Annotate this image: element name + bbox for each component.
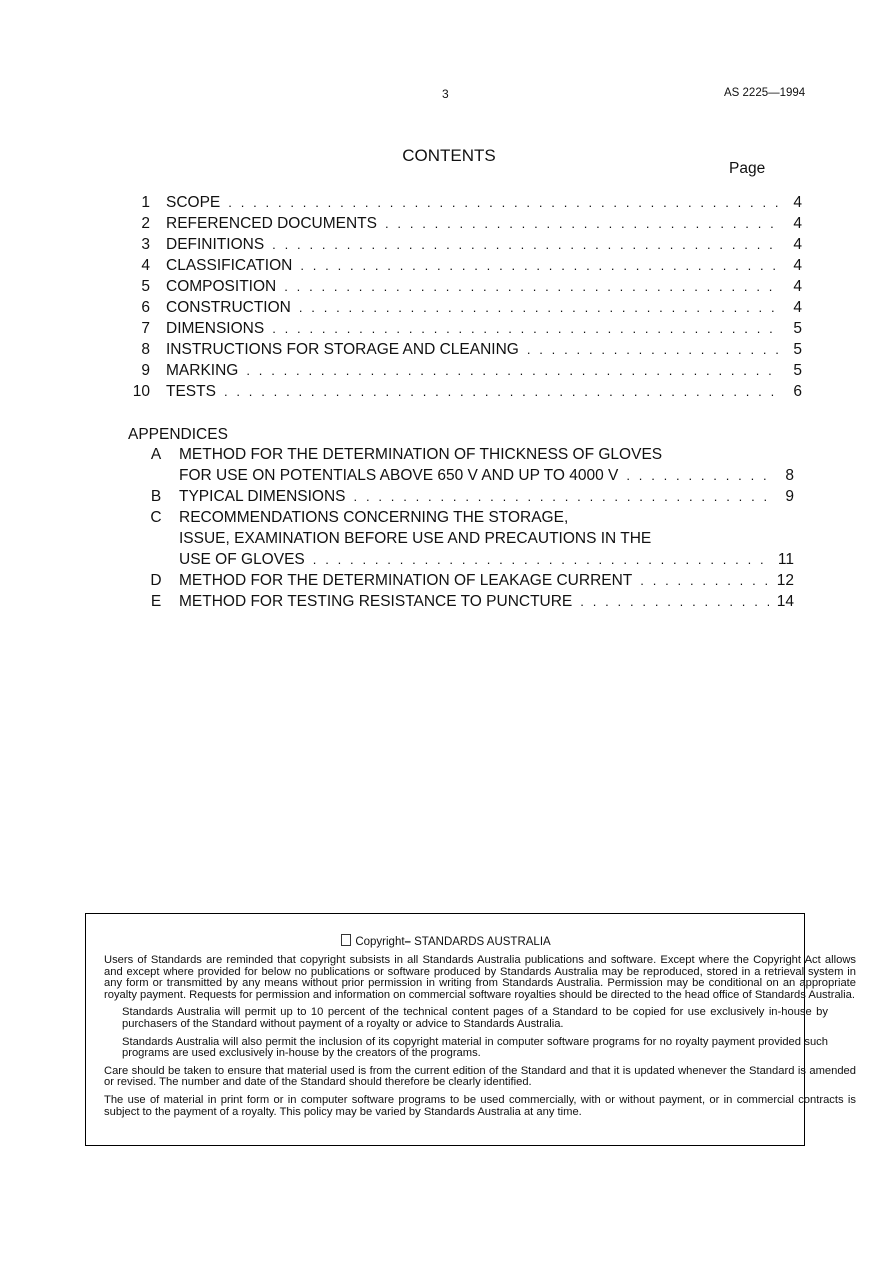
appendices-title: APPENDICES (128, 426, 228, 443)
copyright-word: Copyright (355, 936, 405, 948)
copyright-heading (86, 934, 806, 948)
appendix-line (146, 551, 794, 572)
appendix-title-line: FOR USE ON POTENTIALS ABOVE 650 V AND UP TO 4000 V (179, 467, 619, 484)
appendix-line (146, 509, 794, 530)
toc-entry-page: 5 (793, 362, 802, 379)
appendix-page: 11 (777, 551, 794, 568)
copyright-paragraph: The use of material in print form or in computer software programs to be used commercially, with or without payment, or in commercial contracts is subject to the payment of a royalty. This policy may be varied by Standards Australia at any time. (104, 1093, 856, 1118)
toc-entry-page: 4 (793, 236, 802, 253)
appendix-title-line: METHOD FOR TESTING RESISTANCE TO PUNCTURE (179, 593, 573, 610)
toc-leader-dots (299, 300, 778, 315)
appendix-letter: B (150, 488, 162, 505)
toc-entry (122, 257, 802, 278)
appendices-list (146, 446, 794, 614)
toc-entry-number: 8 (141, 341, 150, 358)
toc-entry-number: 9 (141, 362, 150, 379)
appendix-leader-dots (626, 468, 770, 483)
toc-leader-dots (527, 342, 778, 357)
contents-title: CONTENTS (402, 146, 496, 165)
toc-entry-number: 1 (141, 194, 150, 211)
appendix-title-line: TYPICAL DIMENSIONS (179, 488, 346, 505)
copyright-paragraph: Users of Standards are reminded that copyright subsists in all Standards Australia publications and software. Except where the Copyright Act allows and except where provided for below no publications or software produced by Standards Australia may be reproduced, stored in a retrieval system in any form or transmitted by any means without prior permission in writing from Standards Australia. Permission may be conditional on an appropriate royalty payment. Requests for permission and information on commercial software royalties should be directed to the head office of Standards Australia. (104, 954, 856, 1001)
document-id: AS 2225—1994 (724, 87, 806, 99)
page-column-label: Page (729, 160, 766, 177)
toc-entry-page: 4 (793, 257, 802, 274)
toc-entry-page: 4 (793, 215, 802, 232)
toc-entry-title: CLASSIFICATION (166, 257, 293, 274)
appendix-title-line: RECOMMENDATIONS CONCERNING THE STORAGE, (179, 509, 569, 526)
appendix-line (146, 530, 794, 551)
toc-entry-title: COMPOSITION (166, 278, 277, 295)
toc-entry (122, 236, 802, 257)
toc-entry-number: 7 (141, 320, 150, 337)
appendix-title-line: ISSUE, EXAMINATION BEFORE USE AND PRECAUTIONS IN THE (179, 530, 652, 547)
toc-entry-number: 10 (132, 383, 150, 400)
appendix-letter: C (150, 509, 162, 526)
appendix-entry (146, 446, 794, 488)
toc-leader-dots (300, 258, 778, 273)
appendix-line (146, 572, 794, 593)
toc-entry (122, 278, 802, 299)
appendix-page: 8 (785, 467, 794, 484)
toc-entry (122, 215, 802, 236)
toc-leader-dots (228, 195, 778, 210)
toc-entry-title: SCOPE (166, 194, 221, 211)
toc-entry-page: 5 (793, 320, 802, 337)
toc-entry-title: TESTS (166, 383, 216, 400)
toc-entry (122, 320, 802, 341)
toc-entry-title: REFERENCED DOCUMENTS (166, 215, 377, 232)
toc-entry (122, 383, 802, 404)
copyright-dash: – (404, 936, 411, 948)
toc-entry-page: 5 (793, 341, 802, 358)
table-of-contents (122, 194, 802, 404)
appendix-page: 14 (776, 593, 794, 610)
toc-leader-dots (272, 321, 778, 336)
page-number: 3 (442, 87, 449, 101)
toc-entry-title: INSTRUCTIONS FOR STORAGE AND CLEANING (166, 341, 519, 358)
toc-entry (122, 341, 802, 362)
toc-entry (122, 299, 802, 320)
appendix-line (146, 446, 794, 467)
toc-entry (122, 194, 802, 215)
appendix-leader-dots (640, 573, 768, 588)
toc-entry-page: 4 (793, 278, 802, 295)
appendix-title-line: METHOD FOR THE DETERMINATION OF THICKNESS OF GLOVES (179, 446, 663, 463)
appendix-page: 9 (785, 488, 794, 505)
copyright-paragraph: Standards Australia will permit up to 10 percent of the technical content pages of a Standard to be copied for use exclusively in-house by purchasers of the Standard without payment of a royalty or advice to Standards Australia. (122, 1006, 828, 1030)
appendix-title-line: USE OF GLOVES (179, 551, 305, 568)
toc-leader-dots (284, 279, 778, 294)
toc-entry-page: 4 (793, 194, 802, 211)
toc-entry-title: DIMENSIONS (166, 320, 265, 337)
copyright-paragraph: Standards Australia will also permit the inclusion of its copyright material in computer software programs for no royalty payment provided such programs are used exclusively in-house by the creators of the programs. (122, 1035, 828, 1060)
toc-entry-number: 3 (141, 236, 150, 253)
toc-entry-title: MARKING (166, 362, 239, 379)
toc-entry-page: 6 (793, 383, 802, 400)
toc-entry-number: 2 (141, 215, 150, 232)
appendix-letter: A (150, 446, 162, 463)
toc-entry (122, 362, 802, 383)
appendix-entry (146, 488, 794, 509)
appendix-leader-dots (580, 594, 768, 609)
appendix-line (146, 467, 794, 488)
toc-entry-title: CONSTRUCTION (166, 299, 291, 316)
copyright-body (104, 955, 856, 1124)
toc-leader-dots (246, 363, 778, 378)
appendix-letter: E (150, 593, 162, 610)
appendix-title-line: METHOD FOR THE DETERMINATION OF LEAKAGE CURRENT (179, 572, 633, 589)
toc-entry-number: 4 (141, 257, 150, 274)
appendix-leader-dots (354, 489, 770, 504)
appendix-letter: D (150, 572, 162, 589)
toc-leader-dots (224, 384, 778, 399)
appendix-line (146, 593, 794, 614)
appendix-entry (146, 593, 794, 614)
appendix-line (146, 488, 794, 509)
copyright-symbol-icon (341, 934, 351, 946)
appendix-leader-dots (313, 552, 770, 567)
toc-leader-dots (385, 216, 778, 231)
copyright-notice (85, 913, 856, 1146)
copyright-paragraph: Care should be taken to ensure that material used is from the current edition of the Standard and that it is updated whenever the Standard is amended or revised. The number and date of the Standard should therefore be clearly identified. (104, 1064, 856, 1089)
toc-entry-number: 5 (141, 278, 150, 295)
appendix-page: 12 (776, 572, 794, 589)
toc-leader-dots (272, 237, 778, 252)
toc-entry-title: DEFINITIONS (166, 236, 265, 253)
copyright-organisation: STANDARDS AUSTRALIA (414, 936, 551, 948)
appendix-entry (146, 509, 794, 572)
appendix-entry (146, 572, 794, 593)
toc-entry-page: 4 (793, 299, 802, 316)
toc-entry-number: 6 (141, 299, 150, 316)
